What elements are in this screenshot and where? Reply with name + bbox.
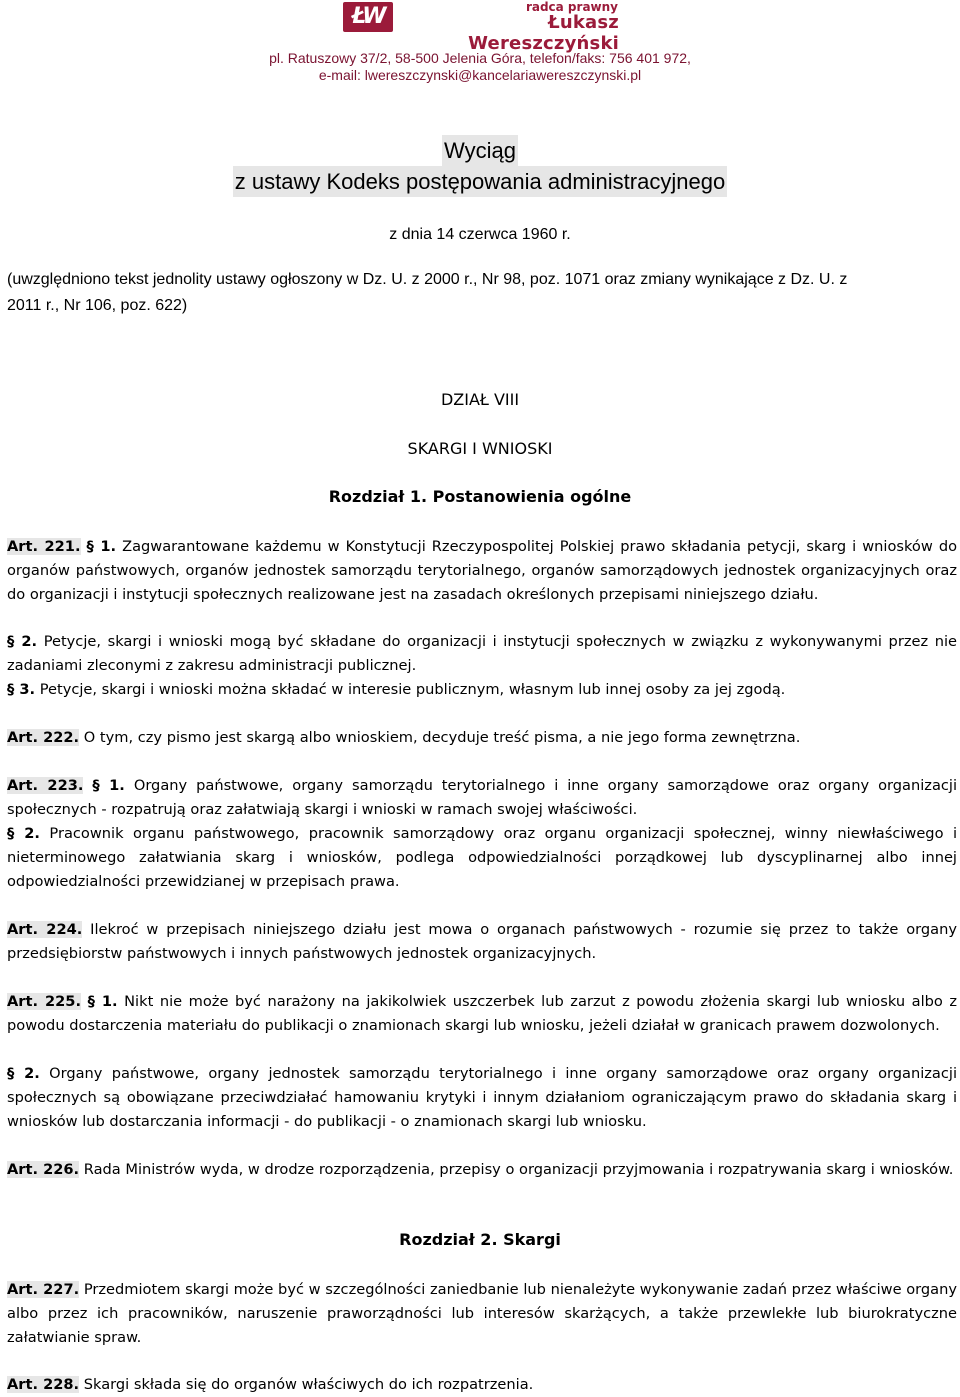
article-227-text: Przedmiotem skargi może być w szczególności zaniedbanie lub nienależyte wykonywanie zadań przez właściwe organy albo przez ich pracowników, naruszenie praworządności lub interesów skarżących, a także przewlekłe lub biurokratyczne załatwianie spraw. xyxy=(7,1281,957,1346)
article-227-label: Art. 227. xyxy=(7,1281,80,1298)
article-224 xyxy=(7,918,957,966)
article-225-label: Art. 225. xyxy=(7,993,82,1010)
article-222-label: Art. 222. xyxy=(7,729,80,746)
article-221-par-3-label: § 3. xyxy=(7,681,36,698)
document-date: z dnia 14 czerwca 1960 r. xyxy=(389,226,571,243)
article-226-label: Art. 226. xyxy=(7,1161,80,1178)
article-223-par-1 xyxy=(7,774,957,822)
article-221-par-1-text: Zagwarantowane każdemu w Konstytucji Rzeczypospolitej Polskiej prawo składania petycji, skarg i wniosków do organów państwowych, organów jednostek samorządu terytorialnego, organów samorządowych jednostek organizacyjnych oraz do organizacji i instytucji społecznych realizowane jest na zasadach określonych przepisami niniejszego działu. xyxy=(7,538,958,603)
article-225-par-1 xyxy=(7,990,957,1038)
article-223-par-1-label: § 1. xyxy=(92,777,125,794)
consolidation-note-1: (uwzględniono tekst jednolity ustawy ogłoszony w Dz. U. z 2000 r., Nr 98, poz. 1071 oraz zmiany wynikające z Dz. U. z xyxy=(7,271,848,288)
logo-subtitle: radca prawny xyxy=(525,0,618,14)
consolidation-note-2: 2011 r., Nr 106, poz. 622) xyxy=(7,297,188,314)
article-223-par-2 xyxy=(7,822,957,894)
article-224-text: Ilekroć w przepisach niniejszego działu jest mowa o organach państwowych - rozumie się przez to także organy przedsiębiorstw państwowych i innych państwowych jednostek organizacyjnych. xyxy=(7,921,958,962)
article-223-par-2-label: § 2. xyxy=(7,825,40,842)
article-223-par-2-text: Pracownik organu państwowego, pracownik samorządowy oraz organu organizacji społecznej, winny niewłaściwego i nieterminowego załatwiania skarg i wniosków, podlega odpowiedzialności porządkowej lub dyscyplinarnej albo innej odpowiedzialności przewidzianej w przepisach prawa. xyxy=(7,825,958,890)
article-225-par-1-text: Nikt nie może być narażony na jakikolwiek uszczerbek lub zarzut z powodu złożenia skargi lub wniosku albo z powodu dostarczenia materiału do publikacji o znamionach skargi lub wniosku, jeżeli działał w granicach prawem dozwolonych. xyxy=(7,993,958,1034)
article-226 xyxy=(7,1158,957,1182)
article-221-par-1-label: § 1. xyxy=(86,538,117,555)
article-223-label: Art. 223. xyxy=(7,777,84,794)
article-225-par-2-label: § 2. xyxy=(7,1065,40,1082)
article-222-text: O tym, czy pismo jest skargą albo wnioskiem, decyduje treść pisma, a nie jego forma zewnętrzna. xyxy=(83,729,801,746)
contact-email: e-mail: lwereszczynski@kancelariawereszczynski.pl xyxy=(318,67,642,83)
document-subtitle: z ustawy Kodeks postępowania administracyjnego xyxy=(233,166,727,197)
division-title: SKARGI I WNIOSKI xyxy=(407,439,553,458)
article-224-label: Art. 224. xyxy=(7,921,83,938)
article-225-par-2 xyxy=(7,1062,957,1134)
title-line-1-wrap xyxy=(0,135,960,166)
article-226-text: Rada Ministrów wyda, w drodze rozporządzenia, przepisy o organizacji przyjmowania i rozpatrywania skarg i wniosków. xyxy=(83,1161,954,1178)
title-line-2-wrap xyxy=(0,166,960,197)
logo-mark: ŁW xyxy=(343,2,393,32)
article-228 xyxy=(7,1374,957,1396)
article-221-par-3-text: Petycje, skargi i wnioski można składać w interesie publicznym, własnym lub innej osoby za jej zgodą. xyxy=(39,681,786,698)
company-logo xyxy=(343,0,633,54)
article-221-label: Art. 221. xyxy=(7,538,81,555)
contact-address: pl. Ratuszowy 37/2, 58-500 Jelenia Góra, telefon/faks: 756 401 972, xyxy=(269,50,691,66)
article-221-par-2-text: Petycje, skargi i wnioski mogą być składane do organizacji i instytucji społecznych w związku z wykonywanymi przez nie zadaniami zleconymi z zakresu administracji publicznej. xyxy=(7,633,958,674)
article-221-par-2 xyxy=(7,630,957,678)
document-title: Wyciąg xyxy=(442,135,518,166)
article-228-text: Skargi składa się do organów właściwych do ich rozpatrzenia. xyxy=(83,1376,534,1393)
article-225-par-1-label: § 1. xyxy=(87,993,118,1010)
article-222 xyxy=(7,726,957,750)
article-221-par-3 xyxy=(7,678,957,702)
article-227 xyxy=(7,1278,957,1350)
article-228-label: Art. 228. xyxy=(7,1376,80,1393)
article-221-par-1 xyxy=(7,535,957,607)
chapter-2-heading: Rozdział 2. Skargi xyxy=(399,1230,561,1249)
article-221-par-2-label: § 2. xyxy=(7,633,38,650)
chapter-1-heading: Rozdział 1. Postanowienia ogólne xyxy=(328,487,632,506)
article-225-par-2-text: Organy państwowe, organy jednostek samorządu terytorialnego i inne organy samorządowe oraz organy organizacji społecznych są obowiązane przeciwdziałać hamowaniu krytyki i innym działaniom ograniczającym prawo do składania skarg i wniosków lub dostarczania informacji - do publikacji - o znamionach skargi lub wniosku. xyxy=(7,1065,957,1130)
division-heading: DZIAŁ VIII xyxy=(440,390,520,409)
article-223-par-1-text: Organy państwowe, organy samorządu terytorialnego i inne organy samorządowe oraz organy organizacji społecznych - rozpatrują oraz załatwiają skargi i wnioski w ramach swojej właściwości. xyxy=(7,777,958,818)
logo-name: Łukasz Wereszczyński xyxy=(468,12,619,54)
